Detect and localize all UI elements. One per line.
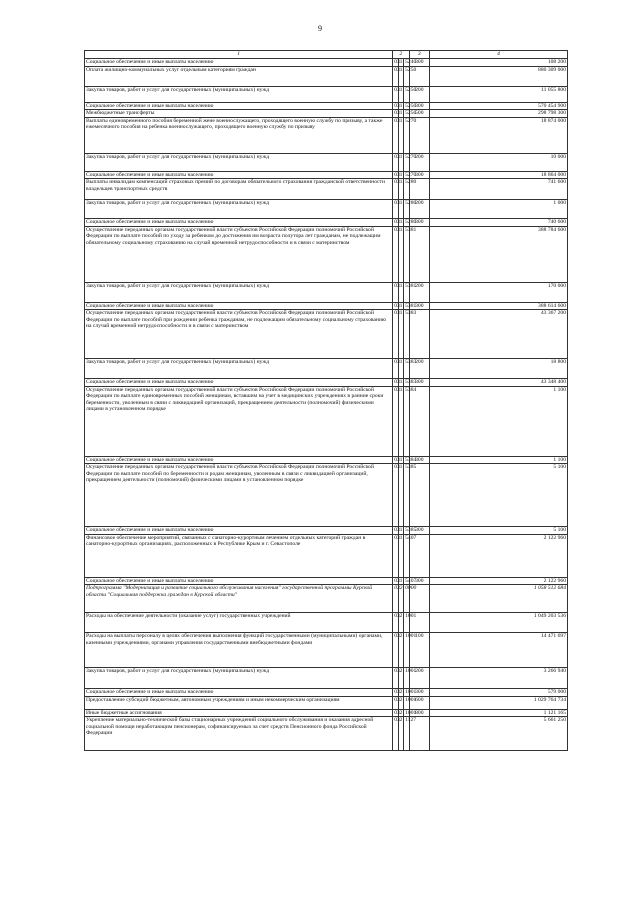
- row-name-cell: Осуществление переданных органам государственной власти субъектов Российской Федерации полномочий Российской Федерации по выплате пособий по уходу за ребенком до достижения им возраста полутора лет гражданам, не подлежащим обязательному социальному страхованию на случай временной нетрудоспособности и в связи с материнством: [85, 226, 393, 282]
- row-target-article-cell: 5280: [405, 219, 417, 225]
- header-col-4: 4: [430, 51, 568, 59]
- row-amount-cell: 108 200: [430, 58, 568, 66]
- row-amount-cell: 2 122 960: [430, 534, 568, 577]
- row-ved-code-cell: 03: [394, 577, 400, 584]
- row-expense-type-cell: 300: [409, 527, 430, 535]
- row-expense-type-cell: 300: [409, 456, 430, 464]
- row-ved-code-cell: 03: [393, 534, 398, 577]
- row-expense-type-cell: 200: [409, 200, 430, 219]
- table-row: [85, 613, 568, 633]
- row-expense-type-cell: 300: [409, 219, 430, 227]
- row-target-article-cell: 5270: [405, 171, 417, 178]
- row-ved-code-cell: 03: [394, 456, 400, 463]
- row-ved-code-cell: 03: [393, 386, 398, 456]
- row-ved-code-cell: 03: [393, 613, 398, 633]
- row-target-article-cell: 5250: [404, 86, 409, 102]
- row-ved-code-cell: 03: [393, 179, 398, 200]
- row-ved-code-cell: 03: [394, 171, 400, 178]
- row-subprogram-code-cell: 1: [399, 302, 403, 309]
- row-expense-type-cell: [409, 464, 430, 527]
- row-amount-cell: 880 309 000: [430, 66, 568, 86]
- row-target-article-cell: 5383: [404, 310, 409, 359]
- table-row: [85, 456, 568, 464]
- table-row: [85, 577, 568, 585]
- row-ved-code-cell: 03: [394, 379, 400, 385]
- row-ved-code-cell: 03: [393, 359, 398, 379]
- row-expense-type-cell: 300: [409, 58, 430, 66]
- row-amount-cell: 740 600: [430, 219, 568, 227]
- table-row: [85, 585, 568, 613]
- row-ved-code-cell: 03: [394, 102, 400, 109]
- row-amount-cell: 579 000: [430, 689, 568, 697]
- row-subprogram-code-cell: 1: [398, 282, 403, 302]
- budget-table: [84, 50, 568, 751]
- row-name-cell: Закупка товаров, работ и услуг для государственных (муниципальных) нужд: [85, 153, 393, 171]
- row-target-article-cell: 5385: [404, 464, 409, 527]
- row-expense-type-cell: 100: [409, 633, 430, 668]
- row-subprogram-code-cell: 2: [398, 717, 403, 751]
- table-row: [85, 200, 568, 219]
- row-expense-type-cell: 200: [409, 153, 430, 171]
- table-row: [85, 527, 568, 535]
- row-subprogram-code-cell: 1: [398, 66, 403, 86]
- row-subprogram-code-cell: 1: [398, 153, 403, 171]
- header-col-2: 2: [393, 51, 409, 59]
- row-target-article-cell: 5250: [404, 66, 409, 86]
- row-subprogram-code-cell: 1: [399, 219, 403, 225]
- row-expense-type-cell: 800: [409, 709, 430, 717]
- table-row: [85, 102, 568, 110]
- row-subprogram-code-cell: 1: [398, 386, 403, 456]
- row-name-cell: Социальное обеспечение и иные выплаты населению: [85, 689, 393, 697]
- row-ved-code-cell: 03: [393, 282, 398, 302]
- table-row: [85, 86, 568, 102]
- row-name-cell: Осуществление переданных органам государственной власти субъектов Российской Федерации полномочий Российской Федерации по выплате единовременных пособий женщинам, вставшим на учет в медицинских учреждениях в ранние сроки беременности, уволенным в связи с ликвидацией организаций, прекращением деятельности (полномочий) физическими лицами в установленном порядке: [85, 386, 393, 456]
- row-ved-code-cell: 03: [393, 717, 398, 751]
- row-subprogram-code-cell: 1: [399, 102, 403, 109]
- row-amount-cell: 18 864 000: [430, 171, 568, 179]
- row-subprogram-code-cell: 2: [398, 585, 403, 613]
- row-amount-cell: 2 122 960: [430, 577, 568, 585]
- row-name-cell: Социальное обеспечение и иные выплаты населению: [85, 219, 393, 227]
- table-row: [85, 153, 568, 171]
- row-amount-cell: 1 029 764 734: [430, 696, 568, 709]
- row-target-article-cell: 5250: [405, 102, 417, 109]
- row-target-article-cell: 5407: [404, 534, 409, 577]
- row-amount-cell: 1 100: [430, 456, 568, 464]
- row-target-article-cell: 5381: [404, 282, 409, 302]
- row-subprogram-code-cell: 1: [398, 310, 403, 359]
- row-target-article-cell: 5384: [405, 456, 417, 463]
- table-row: [85, 633, 568, 668]
- row-amount-cell: 1 121 165: [430, 709, 568, 717]
- row-name-cell: Закупка товаров, работ и услуг для государственных (муниципальных) нужд: [85, 668, 393, 689]
- row-amount-cell: 11 055 800: [430, 86, 568, 102]
- row-target-article-cell: 5280: [404, 200, 409, 219]
- row-subprogram-code-cell: 1: [398, 226, 403, 282]
- row-target-article-cell: 1001: [404, 613, 409, 633]
- row-name-cell: Осуществление переданных органам государственной власти субъектов Российской Федерации полномочий Российской Федерации по выплате пособий по беременности и родам женщинам, уволенным в связи с ликвидацией организаций, прекращением деятельности (полномочий) физическими лицами в установленном порядке: [85, 464, 393, 527]
- row-ved-code-cell: 03: [394, 709, 400, 716]
- table-row: [85, 226, 568, 282]
- row-amount-cell: 1 000: [430, 200, 568, 219]
- row-expense-type-cell: 300: [409, 689, 430, 697]
- row-subprogram-code-cell: 2: [398, 696, 403, 709]
- row-amount-cell: 5 661 250: [430, 717, 568, 751]
- row-name-cell: Подпрограмма "Модернизация и развитие социального обслуживания населения" государственной программы Курской области "Социальная поддержка граждан в Курской области": [85, 585, 393, 613]
- row-ved-code-cell: 03: [393, 696, 398, 709]
- row-ved-code-cell: 03: [394, 219, 400, 225]
- row-name-cell: Финансовое обеспечение мероприятий, связанных с санаторно-курортным лечением отдельных категорий граждан в санаторно-курортных организациях, расположенных в Республике Крым и г. Севастополе: [85, 534, 393, 577]
- row-subprogram-code-cell: 1: [398, 464, 403, 527]
- table-row: [85, 464, 568, 527]
- row-amount-cell: 1 100: [430, 386, 568, 456]
- row-target-article-cell: 5280: [404, 179, 409, 200]
- row-subprogram-code-cell: 2: [398, 668, 403, 689]
- row-ved-code-cell: 03: [393, 310, 398, 359]
- table-row: [85, 310, 568, 359]
- row-ved-code-cell: 03: [394, 689, 400, 695]
- table-row: [85, 717, 568, 751]
- row-amount-cell: 10 000: [430, 153, 568, 171]
- table-row: [85, 179, 568, 200]
- row-ved-code-cell: 03: [393, 633, 398, 668]
- row-target-article-cell: 5383: [405, 379, 417, 385]
- row-name-cell: Выплаты инвалидам компенсаций страховых премий по договорам обязательного страхования гражданской ответственности владельцев транспортных средств: [85, 179, 393, 200]
- header-col-1: 1: [85, 51, 393, 59]
- row-amount-cell: 170 000: [430, 282, 568, 302]
- row-target-article-cell: 5381: [405, 302, 417, 309]
- row-subprogram-code-cell: 1: [398, 117, 403, 153]
- row-ved-code-cell: 03: [393, 200, 398, 219]
- header-col-3: 3: [409, 51, 430, 59]
- table-row: [85, 386, 568, 456]
- row-target-article-cell: 1001: [405, 689, 417, 695]
- row-amount-cell: 5 100: [430, 464, 568, 527]
- row-target-article-cell: 5384: [404, 386, 409, 456]
- row-name-cell: Осуществление переданных органам государственной власти субъектов Российской Федерации полномочий Российской Федерации по выплате пособий при рождении ребенка гражданам, не подлежащим обязательному социальному страхованию на случай временной нетрудоспособности и в связи с материнством: [85, 310, 393, 359]
- row-ved-code-cell: 03: [393, 585, 398, 613]
- row-expense-type-cell: 200: [409, 282, 430, 302]
- row-amount-cell: 1 049 203 536: [430, 613, 568, 633]
- row-subprogram-code-cell: 1: [399, 456, 403, 463]
- row-name-cell: Закупка товаров, работ и услуг для государственных (муниципальных) нужд: [85, 282, 393, 302]
- row-name-cell: Расходы на выплаты персоналу в целях обеспечения выполнения функций государственными (муниципальными) органами, казенными учреждениями, органами управления государственными внебюджетными фондами: [85, 633, 393, 668]
- table-row: [85, 379, 568, 387]
- table-header-row: [85, 51, 568, 59]
- row-ved-code-cell: 03: [393, 153, 398, 171]
- table-row: [85, 689, 568, 697]
- row-expense-type-cell: 300: [409, 171, 430, 179]
- row-name-cell: Закупка товаров, работ и услуг для государственных (муниципальных) нужд: [85, 86, 393, 102]
- row-target-article-cell: 1001: [404, 633, 409, 668]
- row-target-article-cell: 5270: [404, 153, 409, 171]
- row-expense-type-cell: 300: [409, 577, 430, 585]
- row-expense-type-cell: 200: [409, 359, 430, 379]
- row-subprogram-code-cell: 2: [399, 709, 403, 716]
- row-subprogram-code-cell: 1: [399, 171, 403, 178]
- row-amount-cell: 1 058 512 684: [430, 585, 568, 613]
- row-name-cell: Расходы на обеспечение деятельности (оказание услуг) государственных учреждений: [85, 613, 393, 633]
- row-target-article-cell: 1001: [404, 668, 409, 689]
- row-ved-code-cell: 03: [393, 226, 398, 282]
- table-row: [85, 66, 568, 86]
- table-row: [85, 668, 568, 689]
- row-target-article-cell: 5250: [405, 110, 417, 116]
- row-expense-type-cell: 500: [409, 110, 430, 118]
- row-subprogram-code-cell: 1: [399, 577, 403, 584]
- table-row: [85, 219, 568, 227]
- row-name-cell: Предоставление субсидий бюджетным, автономным учреждениям и иным некоммерческим организациям: [85, 696, 393, 709]
- row-name-cell: Социальное обеспечение и иные выплаты населению: [85, 577, 393, 585]
- table-row: [85, 359, 568, 379]
- row-subprogram-code-cell: 1: [398, 200, 403, 219]
- row-expense-type-cell: 200: [409, 86, 430, 102]
- row-expense-type-cell: [409, 226, 430, 282]
- row-name-cell: Оплата жилищно-коммунальных услуг отдельным категориям граждан: [85, 66, 393, 86]
- row-target-article-cell: 5240: [405, 58, 417, 65]
- row-subprogram-code-cell: 2: [398, 613, 403, 633]
- row-name-cell: Закупка товаров, работ и услуг для государственных (муниципальных) нужд: [85, 200, 393, 219]
- row-target-article-cell: 5270: [404, 117, 409, 153]
- row-amount-cell: 43 367 200: [430, 310, 568, 359]
- row-ved-code-cell: 03: [394, 302, 400, 309]
- row-name-cell: Укрепление материально-технической базы стационарных учреждений социального обслуживания и оказания адресной социальной помощи неработающим пенсионерам, софинансируемых за счет средств Пенсионного фонда Российской Федерации: [85, 717, 393, 751]
- row-amount-cell: 18 800: [430, 359, 568, 379]
- row-subprogram-code-cell: 1: [399, 527, 403, 533]
- row-subprogram-code-cell: 1: [399, 110, 403, 116]
- row-ved-code-cell: 03: [394, 527, 400, 533]
- row-expense-type-cell: 600: [409, 696, 430, 709]
- row-expense-type-cell: [409, 386, 430, 456]
- row-expense-type-cell: 300: [409, 102, 430, 110]
- row-expense-type-cell: 300: [409, 379, 430, 387]
- table-row: [85, 302, 568, 310]
- row-target-article-cell: 5407: [405, 577, 417, 584]
- row-target-article-cell: 5385: [405, 527, 417, 533]
- row-target-article-cell: 1127: [404, 717, 409, 751]
- row-expense-type-cell: [409, 310, 430, 359]
- row-subprogram-code-cell: 2: [398, 633, 403, 668]
- row-subprogram-code-cell: 1: [398, 359, 403, 379]
- row-target-article-cell: 5381: [404, 226, 409, 282]
- row-name-cell: Межбюджетные трансферты: [85, 110, 393, 118]
- row-amount-cell: 741 600: [430, 179, 568, 200]
- row-target-article-cell: 0000: [404, 585, 409, 613]
- row-subprogram-code-cell: 2: [399, 689, 403, 695]
- row-ved-code-cell: 03: [393, 464, 398, 527]
- row-name-cell: Закупка товаров, работ и услуг для государственных (муниципальных) нужд: [85, 359, 393, 379]
- row-ved-code-cell: 03: [394, 58, 400, 65]
- row-subprogram-code-cell: 1: [399, 58, 403, 65]
- row-name-cell: Иные бюджетные ассигнования: [85, 709, 393, 717]
- row-target-article-cell: 1001: [405, 709, 417, 716]
- row-name-cell: Социальное обеспечение и иные выплаты населению: [85, 58, 393, 66]
- row-subprogram-code-cell: 1: [398, 534, 403, 577]
- table-row: [85, 534, 568, 577]
- row-name-cell: Социальное обеспечение и иные выплаты населению: [85, 527, 393, 535]
- row-name-cell: Выплаты единовременного пособия беременной жене военнослужащего, проходящего военную службу по призыву, а также ежемесячного пособия на ребенка военнослужащего, проходящего военную службу по призыву: [85, 117, 393, 153]
- row-subprogram-code-cell: 1: [398, 179, 403, 200]
- row-target-article-cell: 5383: [404, 359, 409, 379]
- table-row: [85, 110, 568, 118]
- row-name-cell: Социальное обеспечение и иные выплаты населению: [85, 456, 393, 464]
- row-amount-cell: 298 798 300: [430, 110, 568, 118]
- row-amount-cell: 18 874 000: [430, 117, 568, 153]
- row-amount-cell: 388 784 600: [430, 226, 568, 282]
- table-row: [85, 696, 568, 709]
- row-subprogram-code-cell: 1: [398, 86, 403, 102]
- table-row: [85, 282, 568, 302]
- row-target-article-cell: 1001: [404, 696, 409, 709]
- row-name-cell: Социальное обеспечение и иные выплаты населению: [85, 302, 393, 310]
- row-expense-type-cell: 300: [409, 302, 430, 310]
- table-body: [85, 58, 568, 751]
- row-name-cell: Социальное обеспечение и иные выплаты населению: [85, 171, 393, 179]
- row-subprogram-code-cell: 1: [399, 379, 403, 385]
- row-amount-cell: 570 454 900: [430, 102, 568, 110]
- row-name-cell: Социальное обеспечение и иные выплаты населению: [85, 102, 393, 110]
- row-ved-code-cell: 03: [394, 110, 400, 116]
- row-ved-code-cell: 03: [393, 66, 398, 86]
- table-row: [85, 117, 568, 153]
- table-row: [85, 709, 568, 717]
- row-expense-type-cell: 200: [409, 668, 430, 689]
- row-ved-code-cell: 03: [393, 117, 398, 153]
- table-row: [85, 171, 568, 179]
- row-ved-code-cell: 03: [393, 668, 398, 689]
- page-number: 9: [318, 24, 322, 33]
- row-amount-cell: 3 266 940: [430, 668, 568, 689]
- row-ved-code-cell: 03: [393, 86, 398, 102]
- row-name-cell: Социальное обеспечение и иные выплаты населению: [85, 379, 393, 387]
- row-amount-cell: 5 100: [430, 527, 568, 535]
- row-amount-cell: 43 348 400: [430, 379, 568, 387]
- row-amount-cell: 388 614 600: [430, 302, 568, 310]
- row-amount-cell: 14 471 697: [430, 633, 568, 668]
- table-row: [85, 58, 568, 66]
